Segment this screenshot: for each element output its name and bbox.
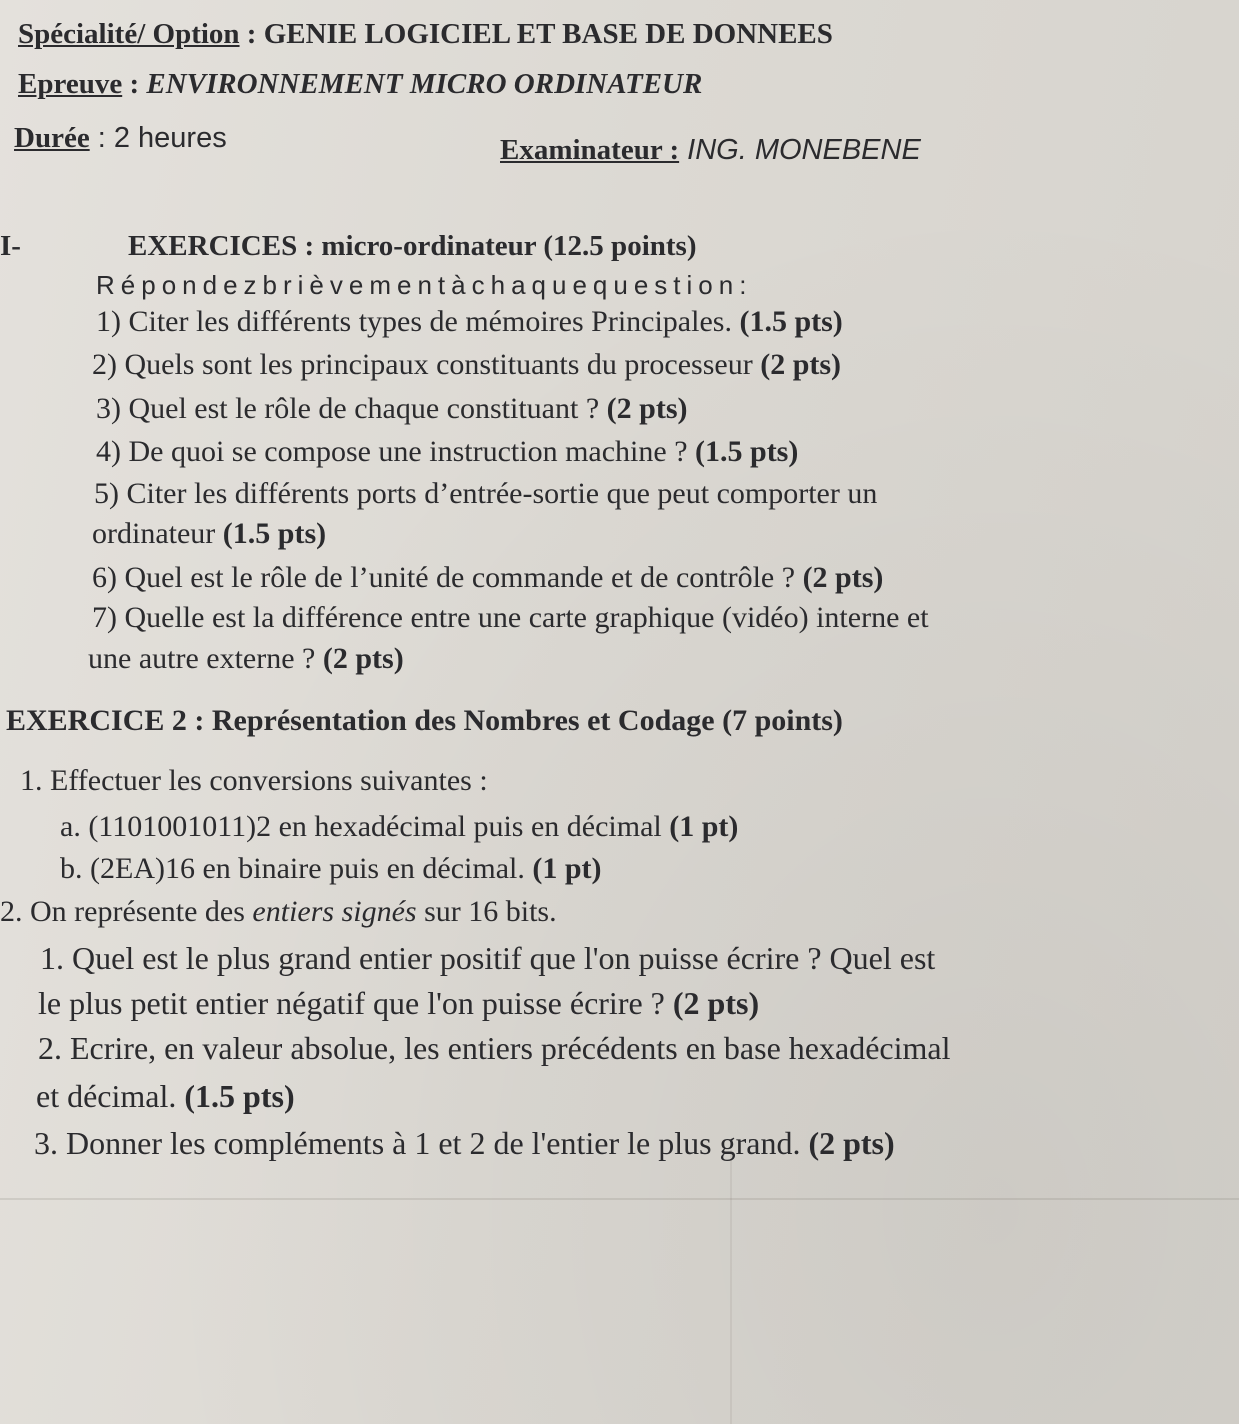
specialite-label: Spécialité/ Option (18, 18, 240, 50)
paper-fold-horizontal (0, 1198, 1239, 1200)
section1-title: EXERCICES : micro-ordinateur (12.5 points) (128, 230, 697, 262)
exercise2-item-2-2-line1: 2. Ecrire, en valeur absolue, les entiers précédents en base hexadécimal (38, 1030, 951, 1066)
section1-number: I- (0, 230, 21, 262)
examinateur-line (500, 134, 921, 167)
duree-label: Durée (14, 122, 90, 154)
section1-instruction: Répondezbrièvementàchaquequestion: (96, 270, 753, 300)
exercise2-item-2-1-line1: 1. Quel est le plus grand entier positif que l'on puisse écrire ? Quel est (40, 940, 936, 976)
exercise2-item-1: 1. Effectuer les conversions suivantes : (20, 764, 488, 797)
duree-line (14, 122, 227, 155)
specialite-value: GENIE LOGICIEL ET BASE DE DONNEES (263, 18, 833, 50)
section2-title: EXERCICE 2 : Représentation des Nombres et Codage (7 points) (6, 704, 843, 737)
epreuve-label: Epreuve (18, 68, 123, 100)
question-7-line1: 7) Quelle est la différence entre une carte graphique (vidéo) interne et (92, 601, 929, 634)
specialite-separator: : (239, 18, 264, 50)
question-2: 2) Quels sont les principaux constituants du processeur (2 pts) (92, 348, 842, 381)
specialite-line (18, 18, 833, 51)
epreuve-line (18, 68, 702, 101)
exercise2-item-2-1-line2: le plus petit entier négatif que l'on puisse écrire ? (2 pts) (38, 985, 760, 1021)
epreuve-separator: : (122, 68, 147, 100)
question-6: 6) Quel est le rôle de l’unité de commande et de contrôle ? (2 pts) (92, 561, 884, 594)
question-3: 3) Quel est le rôle de chaque constituant ? (2 pts) (96, 392, 688, 425)
exercise2-item-2-3: 3. Donner les compléments à 1 et 2 de l'entier le plus grand. (2 pts) (34, 1125, 895, 1161)
exercise2-item-2: 2. On représente des entiers signés sur 16 bits. (0, 895, 557, 928)
duree-value: 2 heures (113, 122, 227, 154)
paper-fold-vertical (730, 1150, 732, 1424)
exercise2-item-1a: a. (1101001011)2 en hexadécimal puis en décimal (1 pt) (60, 810, 739, 843)
question-5-line1: 5) Citer les différents ports d’entrée-sortie que peut comporter un (94, 477, 878, 510)
epreuve-value: ENVIRONNEMENT MICRO ORDINATEUR (146, 68, 703, 100)
examinateur-value: ING. MONEBENE (679, 134, 921, 166)
duree-separator: : (89, 122, 114, 154)
question-5-line2: ordinateur (1.5 pts) (92, 517, 327, 550)
question-1: 1) Citer les différents types de mémoires Principales. (1.5 pts) (96, 305, 843, 338)
exercise2-item-2-2-line2: et décimal. (1.5 pts) (36, 1078, 295, 1114)
question-4: 4) De quoi se compose une instruction machine ? (1.5 pts) (96, 435, 799, 468)
examinateur-label: Examinateur : (500, 134, 680, 166)
exercise2-item-1b: b. (2EA)16 en binaire puis en décimal. (1 pt) (60, 852, 602, 885)
question-7-line2: une autre externe ? (2 pts) (88, 642, 404, 675)
